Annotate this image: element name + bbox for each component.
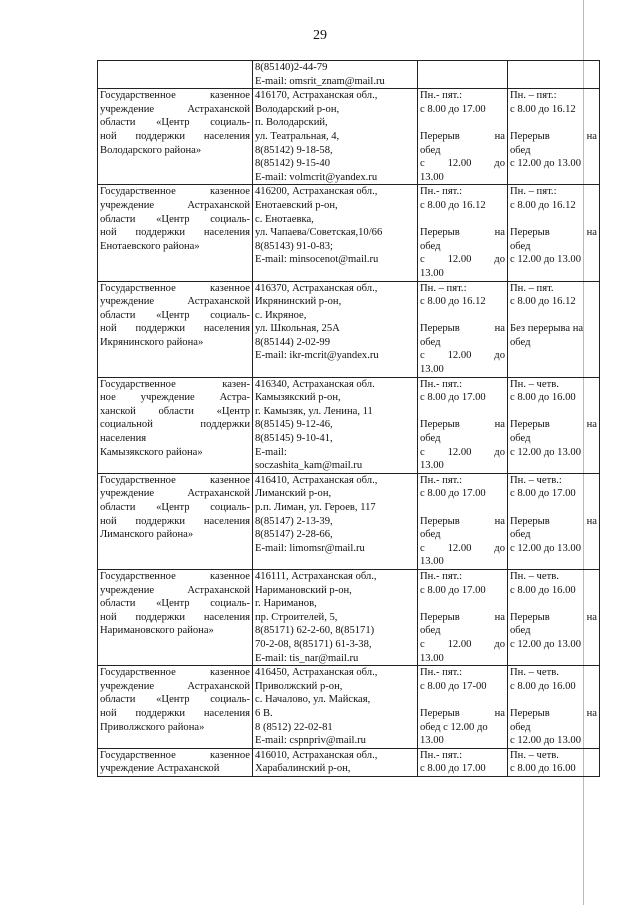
address-line: 416370, Астраханская обл.,: [255, 282, 378, 294]
address-line: 8(85145) 9-12-46,: [255, 419, 333, 431]
break-line: 13.00: [420, 460, 444, 472]
org-line: ной поддержки населения: [100, 130, 250, 142]
spacer: [510, 116, 597, 130]
hours-weekday-cell: [418, 185, 508, 281]
table-row: [98, 569, 600, 665]
address-line: Икрянинский р-он,: [255, 296, 342, 308]
address-cell: [253, 281, 418, 377]
hours-weekday-cell: [418, 377, 508, 473]
address-line: Приволжский р-он,: [255, 680, 343, 692]
org-line: области «Центр социаль-: [100, 694, 250, 706]
address-line: 416170, Астраханская обл.,: [255, 90, 378, 102]
address-line: E-mail:: [255, 446, 287, 458]
spacer: [510, 213, 597, 227]
org-line: Икрянинского района»: [100, 336, 204, 348]
org-line: Енотаевского района»: [100, 240, 200, 252]
org-line: Лиманского района»: [100, 529, 194, 541]
break-line: Перерыв на: [510, 707, 597, 719]
break-line: обед: [420, 144, 441, 156]
hours-alt-cell: [508, 185, 600, 281]
address-cell: [253, 473, 418, 569]
org-cell: [98, 748, 253, 776]
org-line: учреждение Астраханской: [100, 488, 250, 500]
table-row: [98, 666, 600, 749]
break-line: Перерыв на: [420, 323, 505, 335]
org-name: [100, 282, 250, 350]
org-line: ной поддержки населения: [100, 707, 250, 719]
hours-line: с 8.00 до 16.00: [510, 584, 576, 596]
org-line: ной поддержки населения: [100, 323, 250, 335]
address-line: 8(85144) 2-02-99: [255, 336, 331, 348]
break-line: 13.00: [420, 267, 444, 279]
org-line: учреждение Астраханской: [100, 296, 250, 308]
hours-line: с 8.00 до 17.00: [510, 488, 576, 500]
hours-line: с 8.00 до 16.12: [420, 199, 486, 211]
org-line: Государственное казенное: [100, 474, 250, 486]
org-name: [100, 666, 250, 734]
page-number: 29: [313, 28, 327, 43]
address-line: п. Володарский,: [255, 117, 328, 129]
address-line: ул. Школьная, 25А: [255, 323, 340, 335]
hours-line: Пн. – четв.: [510, 667, 559, 679]
hours-line: с 8.00 до 16.00: [510, 680, 576, 692]
address-cell: [253, 61, 418, 89]
org-cell: [98, 281, 253, 377]
address-line: E-mail: limomsr@mail.ru: [255, 542, 365, 554]
break-line: обед: [420, 336, 441, 348]
hours-line: с 8.00 до 17.00: [420, 392, 486, 404]
org-line: Володарского района»: [100, 144, 202, 156]
address-line: Володарский р-он,: [255, 103, 340, 115]
address-line: 70-2-08, 8(85171) 61-3-38,: [255, 638, 372, 650]
address-cell: [253, 666, 418, 749]
address-line: г. Камызяк, ул. Ленина, 11: [255, 405, 373, 417]
break-line: обед: [510, 721, 531, 733]
org-line: области «Центр социаль-: [100, 502, 250, 513]
spacer: [510, 405, 597, 419]
spacer: [510, 597, 597, 611]
break-line: Перерыв на: [510, 227, 597, 239]
org-line: Государственное казенное: [100, 282, 250, 294]
org-line: Приволжского района»: [100, 721, 205, 733]
spacer: [420, 405, 505, 419]
org-line: Государственное казенное: [100, 186, 250, 198]
org-cell: [98, 569, 253, 665]
table-row: [98, 281, 600, 377]
hours-line: с 8.00 до 16.00: [510, 763, 576, 775]
hours-line: с 8.00 до 17.00: [420, 584, 486, 596]
hours-line: с 8.00 до 16.12: [510, 199, 576, 211]
hours-line: с 8.00 до 17.00: [420, 103, 486, 115]
break-line: Без перерыва на: [510, 323, 584, 335]
address-line: Наримановский р-он,: [255, 584, 352, 596]
address-line: 8(85142) 9-15-40: [255, 158, 331, 170]
address-line: 8(85147) 2-13-39,: [255, 515, 333, 527]
break-line: обед: [510, 625, 531, 637]
hours-line: Пн.- пят.:: [420, 90, 463, 102]
address-line: E-mail: volmcrit@yandex.ru: [255, 171, 378, 183]
org-line: Наримановского района»: [100, 625, 214, 637]
org-line: Государственное казенное: [100, 749, 250, 761]
break-line: обед с 12.00 до: [420, 721, 488, 733]
hours-line: Пн. – четв.: [510, 749, 559, 761]
break-line: 13.00: [420, 735, 444, 747]
org-line: Государственное казен-: [100, 378, 250, 390]
address-cell: [253, 89, 418, 185]
break-line: с 12.00 до 13.00: [510, 542, 582, 554]
hours-line: Пн. – пят.:: [510, 186, 557, 198]
break-line: обед: [510, 336, 531, 348]
spacer: [420, 693, 505, 707]
hours-weekday-cell: [418, 748, 508, 776]
address-line: 8(85171) 62-2-60, 8(85171): [255, 625, 375, 637]
hours-alt-cell: [508, 473, 600, 569]
hours-line: Пн. – четв.: [510, 570, 559, 582]
org-line: Камызякского района»: [100, 446, 203, 458]
org-line: социальной поддержки: [100, 419, 250, 431]
break-line: с 12.00 до 13.00: [510, 158, 582, 170]
org-line: Государственное казенное: [100, 90, 250, 102]
table-row: [98, 473, 600, 569]
table-row: [98, 185, 600, 281]
org-line: ной поддержки населения: [100, 515, 250, 527]
address-line: пр. Строителей, 5,: [255, 611, 338, 623]
break-line: с 12.00 до: [420, 446, 505, 458]
break-line: обед: [420, 625, 441, 637]
hours-weekday-cell: [418, 89, 508, 185]
address-cell: [253, 185, 418, 281]
address-line: Камызякский р-он,: [255, 392, 341, 404]
address-line: 8 (8512) 22-02-81: [255, 721, 333, 733]
break-line: Перерыв на: [420, 515, 505, 527]
address-line: E-mail: minsocenot@mail.ru: [255, 254, 379, 266]
org-line: учреждение Астраханской: [100, 680, 250, 692]
address-line: E-mail: tis_nar@mail.ru: [255, 652, 359, 664]
hours-weekday-cell: [418, 281, 508, 377]
address-line: 416111, Астраханская обл.,: [255, 570, 377, 582]
break-line: Перерыв на: [510, 130, 597, 142]
hours-alt-cell: [508, 89, 600, 185]
hours-weekday-cell: [418, 61, 508, 89]
break-line: Перерыв на: [510, 611, 597, 623]
hours-alt-cell: [508, 61, 600, 89]
break-line: Перерыв на: [420, 707, 505, 719]
address-line: с. Енотаевка,: [255, 213, 314, 225]
org-line: области «Центр социаль-: [100, 598, 250, 610]
address-line: 6 В.: [255, 707, 273, 719]
org-line: ной поддержки населения: [100, 611, 250, 623]
address-cell: [253, 377, 418, 473]
org-cell: [98, 61, 253, 89]
org-line: ной поддержки населения: [100, 227, 250, 239]
hours-alt-cell: [508, 748, 600, 776]
hours-line: с 8.00 до 16.12: [510, 103, 576, 115]
table-row: [98, 377, 600, 473]
break-line: обед: [510, 240, 531, 252]
break-line: обед: [420, 433, 441, 445]
hours-line: Пн.- пят.:: [420, 186, 463, 198]
break-line: с 12.00 до 13.00: [510, 638, 582, 650]
hours-line: с 8.00 до 17-00: [420, 680, 487, 692]
org-cell: [98, 666, 253, 749]
hours-line: Пн.- пят.:: [420, 570, 463, 582]
org-line: Государственное казенное: [100, 570, 250, 582]
address-line: р.п. Лиман, ул. Героев, 117: [255, 502, 376, 513]
org-name: [100, 89, 250, 157]
org-line: области «Центр социаль-: [100, 309, 250, 321]
table-row: [98, 89, 600, 185]
hours-line: Пн.- пят.:: [420, 474, 463, 486]
email-line: E-mail: omsrit_znam@mail.ru: [255, 75, 385, 87]
break-line: с 12.00 до: [420, 350, 505, 362]
address-line: E-mail: ikr-mcrit@yandex.ru: [255, 350, 379, 362]
break-line: с 12.00 до 13.00: [510, 735, 582, 747]
address-line: Харабалинский р-он,: [255, 763, 351, 775]
address-line: ул. Чапаева/Советская,10/66: [255, 227, 383, 239]
org-line: области «Центр социаль-: [100, 117, 250, 129]
hours-line: Пн. – четв.: [510, 378, 559, 390]
spacer: [510, 693, 597, 707]
address-line: 416450, Астраханская обл.,: [255, 667, 378, 679]
org-cell: [98, 185, 253, 281]
org-name: [100, 378, 250, 460]
address-line: 8(85147) 2-28-66,: [255, 529, 333, 541]
break-line: Перерыв на: [420, 227, 505, 239]
hours-weekday-cell: [418, 473, 508, 569]
spacer: [420, 501, 505, 515]
address-line: г. Нариманов,: [255, 598, 317, 610]
address-line: Лиманский р-он,: [255, 488, 332, 500]
hours-line: Пн. – пят.: [510, 282, 554, 294]
hours-line: с 8.00 до 17.00: [420, 763, 486, 775]
org-line: населения: [100, 433, 147, 445]
org-cell: [98, 377, 253, 473]
org-line: ханской области «Центр: [100, 405, 250, 417]
address-line: 416200, Астраханская обл.,: [255, 186, 378, 198]
break-line: Перерыв на: [510, 515, 597, 527]
hours-line: Пн.- пят.:: [420, 667, 463, 679]
spacer: [420, 116, 505, 130]
org-line: области «Центр социаль-: [100, 213, 250, 225]
address-line: 8(85140)2-44-79: [255, 62, 328, 73]
hours-line: Пн.- пят.:: [420, 378, 463, 390]
org-line: учреждение Астраханской: [100, 199, 250, 211]
break-line: 13.00: [420, 556, 444, 568]
table-row: [98, 61, 600, 89]
address-line: с. Началово, ул. Майская,: [255, 694, 371, 706]
hours-weekday-cell: [418, 569, 508, 665]
break-line: обед: [420, 240, 441, 252]
break-line: обед: [510, 144, 531, 156]
org-name: [100, 474, 250, 542]
break-line: 13.00: [420, 364, 444, 376]
address-line: soczashita_kam@mail.ru: [255, 460, 363, 472]
address-line: 416340, Астраханская обл.: [255, 378, 375, 390]
address-line: с. Икряное,: [255, 309, 307, 321]
break-line: обед: [510, 433, 531, 445]
break-line: обед: [510, 529, 531, 541]
org-name: [100, 570, 250, 638]
break-line: с 12.00 до 13.00: [510, 446, 582, 458]
address-line: Енотаевский р-он,: [255, 199, 338, 211]
spacer: [510, 309, 597, 323]
address-cell: [253, 569, 418, 665]
hours-alt-cell: [508, 666, 600, 749]
hours-line: Пн. – пят.:: [420, 282, 467, 294]
break-line: Перерыв на: [420, 611, 505, 623]
address-line: 8(85142) 9-18-58,: [255, 144, 333, 156]
hours-line: Пн.- пят.:: [420, 749, 463, 761]
institutions-table: [97, 60, 600, 777]
break-line: Перерыв на: [510, 419, 597, 431]
address-line: 416410, Астраханская обл.,: [255, 474, 378, 486]
hours-line: с 8.00 до 16.12: [420, 296, 486, 308]
address-line: E-mail: cspnpriv@mail.ru: [255, 735, 366, 747]
address-line: 8(85143) 91-0-83;: [255, 240, 333, 252]
spacer: [420, 213, 505, 227]
break-line: Перерыв на: [420, 419, 505, 431]
spacer: [420, 597, 505, 611]
break-line: с 12.00 до: [420, 254, 505, 266]
hours-line: с 8.00 до 16.12: [510, 296, 576, 308]
org-cell: [98, 473, 253, 569]
hours-weekday-cell: [418, 666, 508, 749]
break-line: обед: [420, 529, 441, 541]
address-line: 8(85145) 9-10-41,: [255, 433, 333, 445]
org-line: ное учреждение Астра-: [100, 392, 250, 404]
address-line: 416010, Астраханская обл.,: [255, 749, 378, 761]
break-line: 13.00: [420, 171, 444, 183]
hours-line: Пн. – пят.:: [510, 90, 557, 102]
break-line: с 12.00 до: [420, 158, 505, 170]
table-row: [98, 748, 600, 776]
break-line: 13.00: [420, 652, 444, 664]
hours-line: с 8.00 до 16.00: [510, 392, 576, 404]
spacer: [510, 501, 597, 515]
org-line: учреждение Астраханской: [100, 763, 220, 775]
break-line: Перерыв на: [420, 130, 505, 142]
hours-line: с 8.00 до 17.00: [420, 488, 486, 500]
break-line: с 12.00 до: [420, 542, 505, 554]
hours-alt-cell: [508, 281, 600, 377]
org-name: [100, 749, 250, 776]
org-line: учреждение Астраханской: [100, 103, 250, 115]
address-cell: [253, 748, 418, 776]
hours-alt-cell: [508, 569, 600, 665]
org-line: Государственное казенное: [100, 667, 250, 679]
break-line: с 12.00 до 13.00: [510, 254, 582, 266]
hours-alt-cell: [508, 377, 600, 473]
org-line: учреждение Астраханской: [100, 584, 250, 596]
org-cell: [98, 89, 253, 185]
hours-line: Пн. – четв.:: [510, 474, 562, 486]
spacer: [420, 309, 505, 323]
break-line: с 12.00 до: [420, 638, 505, 650]
org-name: [100, 185, 250, 253]
address-line: ул. Театральная, 4,: [255, 130, 340, 142]
